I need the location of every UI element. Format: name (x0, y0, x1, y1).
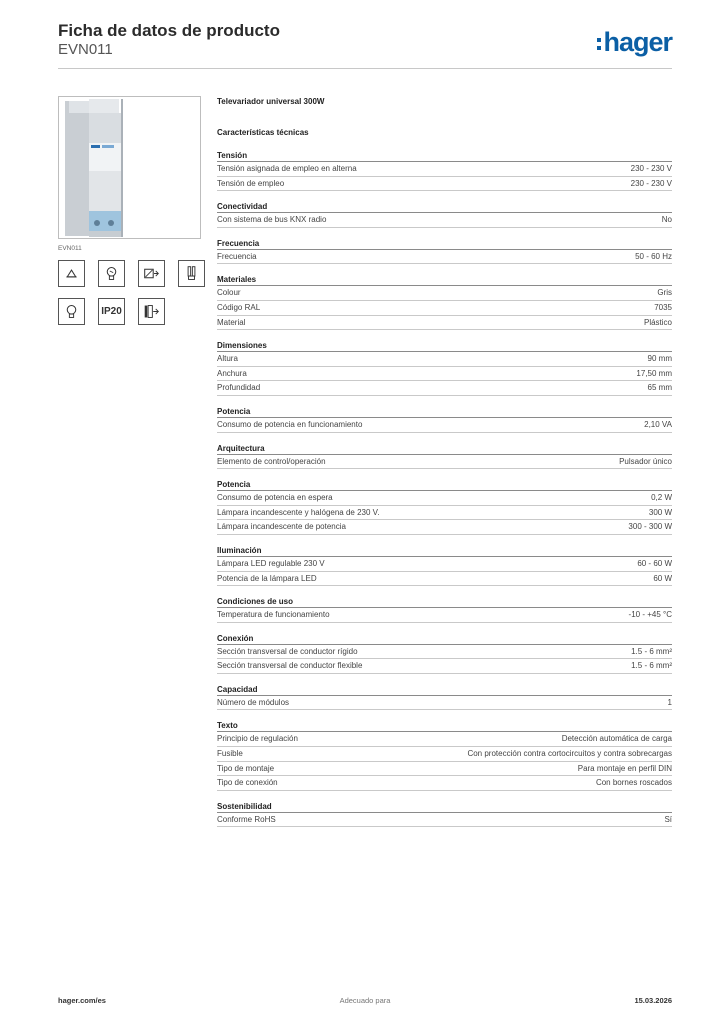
footer-date: 15.03.2026 (634, 996, 672, 1005)
spec-row (217, 506, 672, 521)
spec-row (217, 747, 672, 762)
spec-label: Consumo de potencia en espera (217, 493, 333, 503)
spec-label: Tensión asignada de empleo en alterna (217, 164, 357, 173)
logo-dots-icon (597, 38, 601, 50)
spec-section (217, 339, 672, 396)
spec-row (217, 418, 672, 433)
spec-label: Altura (217, 354, 238, 364)
spec-section (217, 405, 672, 433)
spec-value: 90 mm (647, 354, 672, 364)
footer-website-link[interactable]: hager.com/es (58, 996, 106, 1005)
section-title: Capacidad (217, 683, 672, 696)
spec-value: Sí (664, 814, 672, 824)
din-rail-icon (138, 298, 165, 325)
spec-row (217, 177, 672, 192)
product-code: EVN011 (58, 41, 113, 58)
spec-value: 50 - 60 Hz (635, 251, 672, 261)
page-footer (58, 996, 672, 1010)
spec-section (217, 595, 672, 623)
spec-value: 7035 (654, 302, 672, 312)
spec-label: Código RAL (217, 302, 261, 312)
spec-row (217, 286, 672, 301)
spec-section (217, 149, 672, 191)
section-title: Tensión (217, 149, 672, 162)
page-header (58, 21, 672, 69)
image-caption: EVN011 (58, 245, 82, 252)
spec-row (217, 250, 672, 265)
spec-value: Detección automática de carga (561, 734, 672, 744)
spec-section (217, 478, 672, 535)
hager-logo[interactable] (597, 27, 672, 57)
section-title: Frecuencia (217, 237, 672, 250)
spec-label: Tipo de conexión (217, 778, 278, 788)
section-title: Condiciones de uso (217, 595, 672, 608)
spec-row (217, 367, 672, 382)
technical-heading: Características técnicas (217, 128, 309, 137)
ip20-badge: IP20 (98, 298, 125, 325)
spec-label: Frecuencia (217, 251, 257, 261)
spec-row (217, 162, 672, 177)
spec-value: 1 (667, 697, 672, 707)
logo-text: hager (603, 26, 672, 57)
spec-value: 17,50 mm (636, 368, 672, 378)
spec-row (217, 213, 672, 228)
spec-row (217, 732, 672, 747)
spec-section (217, 632, 672, 674)
spec-label: Lámpara LED regulable 230 V (217, 558, 325, 568)
spec-section (217, 544, 672, 586)
spec-label: Tensión de empleo (217, 178, 285, 188)
spec-value: 60 - 60 W (637, 558, 672, 568)
spec-section (217, 273, 672, 330)
section-title: Arquitectura (217, 442, 672, 455)
section-title: Sostenibilidad (217, 800, 672, 813)
bulb-icon (58, 298, 85, 325)
spec-row (217, 491, 672, 506)
section-title: Conexión (217, 632, 672, 645)
spec-row (217, 696, 672, 711)
spec-value: 230 - 230 V (630, 178, 672, 188)
spec-label: Lámpara incandescente y halógena de 230 V. (217, 507, 380, 517)
spec-label: Material (217, 317, 246, 327)
specifications (217, 95, 672, 827)
spec-section (217, 719, 672, 790)
spec-label: Consumo de potencia en funcionamiento (217, 419, 363, 429)
spec-value: 60 W (653, 573, 672, 583)
spec-value: Plástico (643, 317, 672, 327)
spec-row (217, 301, 672, 316)
spec-row (217, 659, 672, 674)
section-title: Materiales (217, 273, 672, 286)
section-title: Texto (217, 719, 672, 732)
spec-label: Lámpara incandescente de potencia (217, 522, 346, 532)
bulb-halogen-icon (98, 260, 125, 287)
spec-section (217, 683, 672, 711)
spec-value: -10 - +45 °C (628, 610, 672, 620)
spec-section (217, 800, 672, 828)
spec-label: Anchura (217, 368, 247, 378)
spec-row (217, 316, 672, 331)
product-name: Televariador universal 300W (217, 97, 325, 106)
spec-value: No (661, 215, 672, 225)
spec-label: Principio de regulación (217, 734, 298, 744)
spec-sections (217, 149, 672, 827)
spec-row (217, 762, 672, 777)
spec-value: 2,10 VA (644, 419, 672, 429)
spec-row (217, 645, 672, 660)
spec-value: 230 - 230 V (630, 164, 672, 173)
page-title: Ficha de datos de producto (58, 21, 280, 40)
spec-value: Con bornes roscados (595, 778, 672, 788)
product-image (58, 96, 201, 239)
spec-section (217, 200, 672, 228)
spec-row (217, 557, 672, 572)
spec-label: Elemento de control/operación (217, 456, 326, 466)
spec-value: Pulsador único (619, 456, 672, 466)
spec-row (217, 520, 672, 535)
spec-label: Sección transversal de conductor flexible (217, 661, 363, 671)
section-title: Conectividad (217, 200, 672, 213)
spec-value: Gris (657, 288, 672, 298)
spec-label: Número de módulos (217, 697, 290, 707)
spec-label: Sección transversal de conductor rígido (217, 646, 358, 656)
section-title: Potencia (217, 478, 672, 491)
spec-row (217, 381, 672, 396)
spec-value: 300 W (648, 507, 672, 517)
section-title: Potencia (217, 405, 672, 418)
spec-row (217, 455, 672, 470)
dimmer-module-image (59, 97, 201, 239)
spec-value: Con protección contra cortocircuitos y contra sobrecargas (467, 749, 672, 759)
spec-label: Conforme RoHS (217, 814, 276, 824)
spec-row (217, 572, 672, 587)
spec-row (217, 352, 672, 367)
spec-value: Para montaje en perfil DIN (577, 763, 672, 773)
spec-row (217, 608, 672, 623)
section-title: Iluminación (217, 544, 672, 557)
spec-value: 1.5 - 6 mm² (631, 646, 672, 656)
footer-suitable-for: Adecuado para (339, 996, 391, 1005)
spec-label: Potencia de la lámpara LED (217, 573, 317, 583)
spec-label: Tipo de montaje (217, 763, 275, 773)
spec-value: 0,2 W (651, 493, 672, 503)
spec-label: Fusible (217, 749, 243, 759)
spec-row (217, 776, 672, 791)
spec-label: Colour (217, 288, 241, 298)
spec-row (217, 813, 672, 828)
spec-value: 300 - 300 W (628, 522, 672, 532)
spec-label: Temperatura de funcionamiento (217, 610, 330, 620)
transformer-icon (138, 260, 165, 287)
lamp-icon (58, 260, 85, 287)
section-title: Dimensiones (217, 339, 672, 352)
spec-section (217, 237, 672, 265)
compact-fluorescent-icon (178, 260, 205, 287)
spec-value: 1.5 - 6 mm² (631, 661, 672, 671)
spec-section (217, 442, 672, 470)
spec-label: Con sistema de bus KNX radio (217, 215, 327, 225)
spec-value: 65 mm (647, 383, 672, 393)
spec-label: Profundidad (217, 383, 261, 393)
